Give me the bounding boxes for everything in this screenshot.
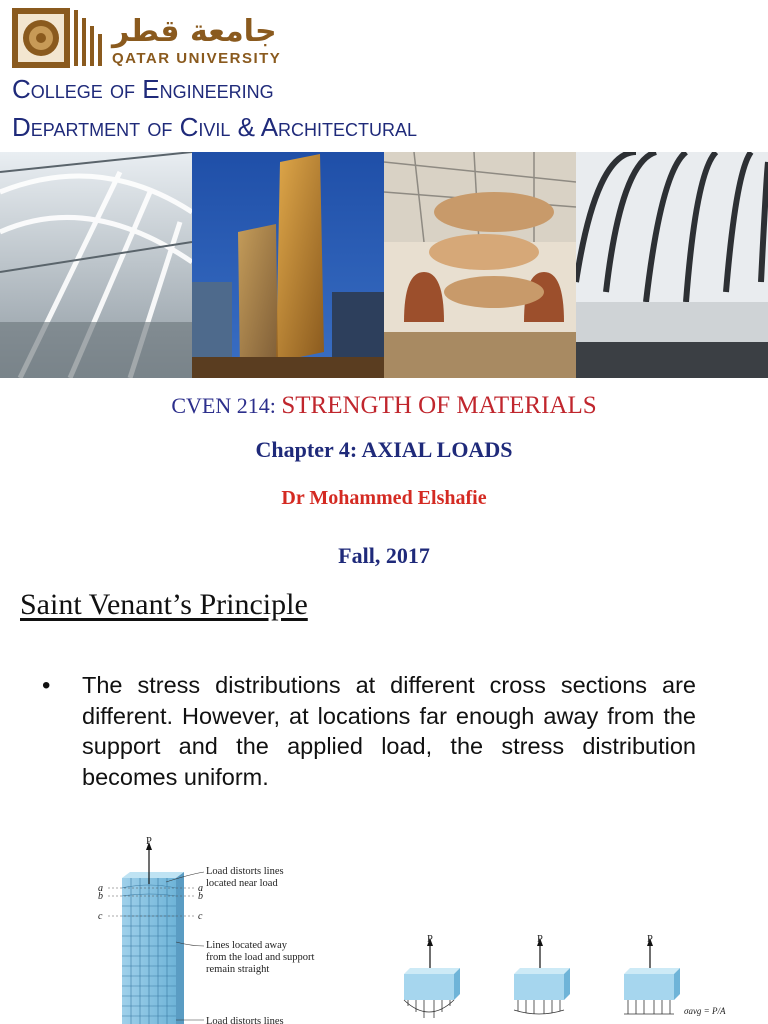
section-label-b-left: b	[98, 891, 103, 902]
photo-arched-station	[576, 152, 768, 378]
photo-spiral-staircase	[384, 152, 576, 378]
annotation-away-3: remain straight	[206, 964, 270, 975]
instructor-name: Dr Mohammed Elshafie	[281, 487, 487, 509]
university-name-arabic: جامعة قطر	[112, 14, 277, 49]
annotation-away-1: Lines located away	[206, 940, 288, 951]
block2-load-label: P	[537, 934, 543, 945]
bullet-text: The stress distributions at different cross sections are different. However, at locations far enough away from the support and the applied load, the stress distribution becomes uniform.	[82, 672, 696, 790]
block-far	[624, 934, 726, 1016]
annotation-near-support: Load distorts lines	[206, 1016, 284, 1024]
photo-towers-dusk	[192, 152, 384, 378]
university-name: QATAR UNIVERSITY	[112, 50, 282, 67]
architecture-photo-banner	[0, 152, 768, 378]
figure1-load-label: P	[146, 836, 152, 847]
block-near-load	[404, 934, 460, 1018]
block3-load-label: P	[647, 934, 653, 945]
term: Fall, 2017	[338, 543, 430, 568]
stress-distribution-figure	[396, 934, 740, 1024]
section-label-b-right: b	[198, 891, 203, 902]
annotation-near-load-2: located near load	[206, 878, 278, 889]
average-stress-formula: σavg = P/A	[684, 1006, 726, 1016]
section-label-a-right: a	[198, 883, 203, 894]
bullet-marker: •	[42, 672, 51, 699]
chapter-title: Chapter 4: AXIAL LOADS	[255, 437, 513, 462]
photo-glass-atrium	[0, 152, 192, 378]
course-title	[0, 392, 768, 420]
annotation-away-2: from the load and support	[206, 952, 315, 963]
section-label-a-left: a	[98, 883, 103, 894]
section-label-c-left: c	[98, 911, 103, 922]
deformation-grid-figure	[96, 832, 330, 1024]
department-name: Department of Civil & Architectural	[12, 112, 418, 142]
block-mid	[514, 934, 570, 1014]
section-label-c-right: c	[198, 911, 203, 922]
section-heading: Saint Venant’s Principle	[20, 588, 308, 621]
qatar-university-logo	[12, 8, 102, 68]
annotation-near-load-1: Load distorts lines	[206, 866, 284, 877]
college-name: College of Engineering	[12, 74, 274, 104]
course-code: CVEN 214:	[171, 393, 282, 418]
course-name: STRENGTH OF MATERIALS	[281, 392, 597, 419]
block1-load-label: P	[427, 934, 433, 945]
